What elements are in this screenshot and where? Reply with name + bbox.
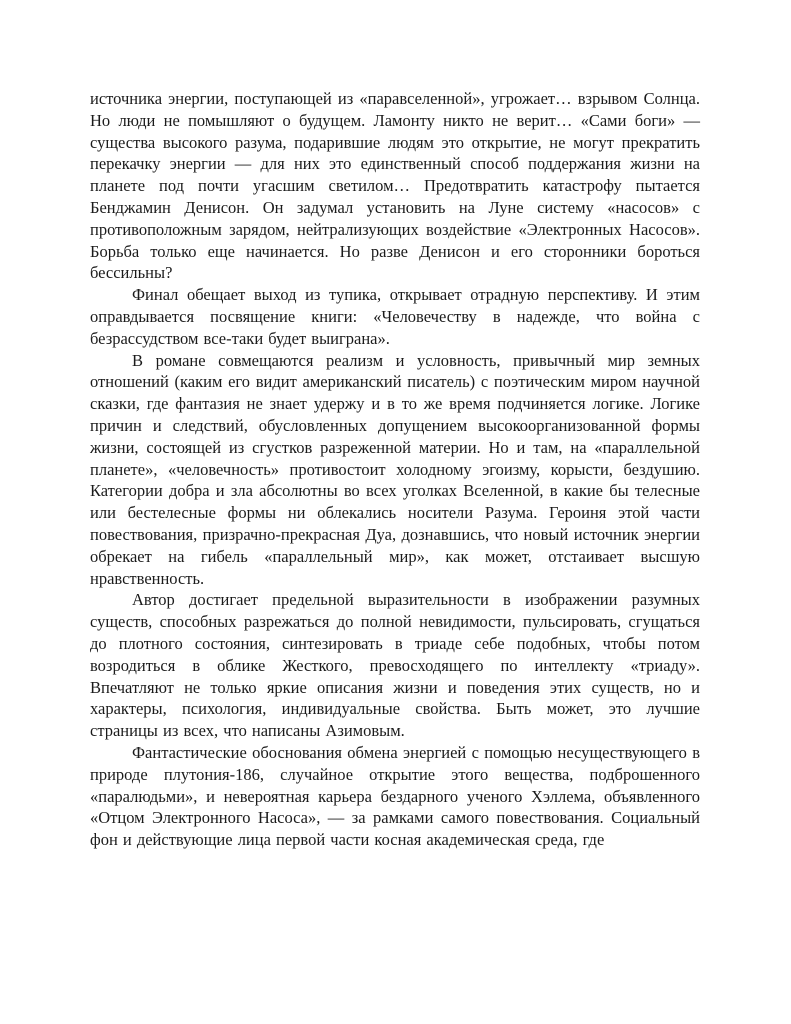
paragraph: В романе совмещаются реализм и условность, привычный мир земных отношений (каким его видит американский писатель) с поэтическим миром научной сказки, где фантазия не знает удержу и в то же время подчиняется логике. Логике причин и следствий, обусловленных допущением высокоорганизованной формы жизни, состоящей из сгустков разреженной материи. Но и там, на «параллельной планете», «человечность» противостоит холодному эгоизму, корысти, бездушию. Категории добра и зла абсолютны во всех уголках Вселенной, в какие бы телесные или бестелесные формы ни облекались носители Разума. Героиня этой части повествования, призрачно-прекрасная Дуа, дознавшись, что новый источник энергии обрекает на гибель «параллельный мир», как может, отстаивает высшую нравственность. [90,350,700,588]
paragraph: Фантастические обоснования обмена энергией с помощью несуществующего в природе плутония-186, случайное открытие этого вещества, подброшенного «паралюдьми», и невероятная карьера бездарного ученого Хэллема, объявленного «Отцом Электронного Насоса», — за рамками самого повествования. Социальный фон и действующие лица первой части косная академическая среда, где [90,742,700,850]
paragraph: источника энергии, поступающей из «паравселенной», угрожает… взрывом Солнца. Но люди не помышляют о будущем. Ламонту никто не верит… «Сами боги» — существа высокого разума, подарившие людям это открытие, не могут прекратить перекачку энергии — для них это единственный способ поддержания жизни на планете под почти угасшим светилом… Предотвратить катастрофу пытается Бенджамин Денисон. Он задумал установить на Луне систему «насосов» с противоположным зарядом, нейтрализующих воздействие «Электронных Насосов». Борьба только еще начинается. Но разве Денисон и его сторонники бороться бессильны? [90,89,700,283]
paragraph: Финал обещает выход из тупика, открывает отрадную перспективу. И этим оправдывается посвящение книги: «Человечеству в надежде, что война с безрассудством все-таки будет выиграна». [90,285,700,348]
paragraph: Автор достигает предельной выразительности в изображении разумных существ, способных разрежаться до полной невидимости, пульсировать, сгущаться до плотного состояния, синтезировать в триаде себе подобных, чтобы потом возродиться в облике Жесткого, превосходящего по интеллекту «триаду». Впечатляют не только яркие описания жизни и поведения этих существ, но и характеры, психология, индивидуальные свойства. Быть может, это лучшие страницы из всех, что написаны Азимовым. [90,590,700,741]
